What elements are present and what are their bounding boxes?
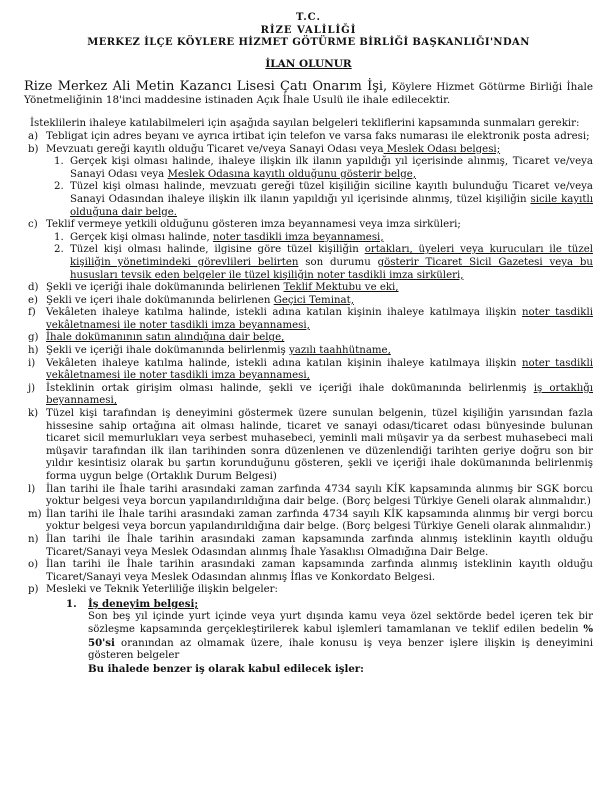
item-underlined: Meslek Odası belgesi; — [383, 143, 501, 155]
item-text: Şekli ve içeriği ihale dokümanında belirlenen — [46, 282, 284, 294]
item-text: İlan tarihi ile İhale tarihin arasındaki zaman kapsamında zarfında alınmış isteklinin kayıtlı olduğu Ticaret/Sanayi veya Meslek Odasından alınmış İhale Yasaklısı Olmadığına Dair Belge. — [46, 533, 593, 558]
list-item-j — [24, 383, 593, 408]
item-label: l) — [28, 483, 36, 495]
list-item-b-2 — [24, 181, 593, 219]
item-text: Vekâleten ihaleye katılma halinde, istekli adına katılan kişinin ihaleye katılmaya ilişkin — [46, 357, 522, 369]
section-heading: İş deneyim belgesi; — [88, 597, 199, 610]
list-item-h — [24, 345, 593, 358]
sub-underlined: ortakları, üyeleri veya kurucuları ile tüzel kişiliğin yönetimindeki görevlileri belirten — [70, 244, 593, 268]
header-union: MERKEZ İLÇE KÖYLERE HİZMET GÖTÜRME BİRLİĞİ BAŞKANLIĞI'NDAN — [87, 37, 530, 49]
lead-emphasis: Rize Merkez Ali Metin Kazancı Lisesi Çatı Onarım İşi, — [24, 79, 388, 95]
item-label: m) — [28, 508, 42, 520]
item-label: g) — [28, 332, 39, 344]
list-item-f — [24, 307, 593, 332]
item-text: Teklif vermeye yetkili olduğunu gösteren imza beyannamesi veya imza sirküleri; — [46, 219, 461, 231]
item-label: i) — [28, 357, 36, 369]
item-text: İlan tarihi ile İhale tarihi arasındaki zaman zarfında 4734 sayılı KİK kapsamında alınmış bir SGK borcu yoktur belgesi veya borcun yapılandırıldığına dair belge. (Borç belgesi Türkiye Geneli olarak alınmalıdır.) — [46, 483, 593, 508]
item-label: a) — [28, 130, 39, 142]
item-underlined: noter tasdikli vekâletnamesi ile noter tasdikli imza beyannamesi, — [46, 307, 593, 331]
list-item-o — [24, 559, 593, 584]
item-text: Tebligat için adres beyanı ve ayrıca irtibat için telefon ve varsa faks numarası ile elektronik posta adresi; — [46, 130, 590, 142]
list-item-m — [24, 509, 593, 534]
list-item-c-2 — [24, 244, 593, 282]
item-underlined: Geçici Teminat, — [273, 294, 354, 306]
item-underlined: yazılı taahhütname, — [289, 345, 391, 357]
section-text-2: oranından az olmamak üzere, ihale konusu iş veya benzer işlere ilişkin iş deneyimini gösteren belgeler — [88, 637, 593, 662]
section-body — [24, 611, 593, 663]
header-tc: T.C. — [296, 12, 321, 23]
item-label: c) — [28, 219, 38, 231]
sub-label: 1. — [54, 156, 64, 168]
item-underlined: noter tasdikli vekâletnamesi ile noter tasdikli imza beyannamesi, — [46, 357, 593, 382]
item-label: h) — [28, 345, 39, 357]
list-item-a — [24, 131, 593, 144]
list-item-k — [24, 408, 593, 484]
item-text: Mesleki ve Teknik Yeterliliğe ilişkin belgeler: — [46, 584, 278, 596]
sub-text: Gerçek kişi olması halinde, — [70, 231, 213, 243]
item-underlined: Teklif Mektubu ve eki, — [283, 282, 399, 294]
sub-underlined: noter tasdikli imza beyannamesi, — [212, 231, 384, 243]
list-item-e — [24, 295, 593, 308]
sub-text: Tüzel kişi olması halinde, mevzuatı gereği tüzel kişiliğin siciline kayıtlı bulunduğu Ticaret ve/veya Sanayi Odasından ihaleye ilişkin ilk ilanın yapıldığı yıl içerisinde alınmış, tüzel kişiliğin — [70, 181, 593, 205]
list-item-l — [24, 484, 593, 509]
item-text: Mevzuatı gereği kayıtlı olduğu Ticaret ve/veya Sanayi Odası veya — [46, 143, 384, 155]
sub-underlined: Meslek Odasına kayıtlı olduğunu gösterir belge, — [167, 168, 417, 180]
item-text: İlan tarihi ile İhale tarihi arasındaki zaman zarfında 4734 sayılı KİK kapsamında alınmış bir vergi borcu yoktur belgesi veya borcun yapılandırıldığına dair belge. (Borç belgesi Türkiye Geneli olarak alınmalıdır.) — [46, 508, 593, 533]
header-governorship: RİZE VALİLİĞİ — [260, 24, 357, 36]
item-underlined: iş ortaklığı beyannamesi, — [46, 382, 594, 407]
item-text: Tüzel kişi tarafından iş deneyimini göstermek üzere sunulan belgenin, tüzel kişiliğin yarısından fazla hissesine sahip ortağına ait olması halinde, ticaret ve sanayi odası/ticaret odası bünyesinde bulunan ticaret sicil memurlukları veya serbest muhasebeci, yeminli mali müşavir ya da serbest muhasebeci mali müşavir tarafından ilk ilan tarihinden sonra düzenlenen ve düzenlendiği tarihten geriye doğru son bir yıldır kesintisiz olarak bu şartın korunduğunu gösteren, şekli ve içeriği ihale dokümanında belirlenmiş forma uygun belge (Ortaklık Durum Belgesi) — [46, 408, 593, 482]
section-text-1: Son beş yıl içinde yurt içinde veya yurt dışında kamu veya özel sektörde bedel içeren tek bir sözleşme kapsamında gerçekleştirilerek kabul işlemleri tamamlanan ve teklif edilen bedelin — [88, 610, 593, 636]
item-label: k) — [28, 408, 39, 420]
list-item-b — [24, 144, 593, 157]
similar-works-heading: Bu ihalede benzer iş olarak kabul edilecek işler: — [88, 662, 364, 675]
item-label: o) — [28, 559, 39, 571]
section-work-experience — [24, 598, 593, 611]
item-label: b) — [28, 143, 39, 155]
item-label: n) — [28, 533, 39, 545]
lead-paragraph — [24, 80, 593, 107]
sub-label: 1. — [54, 231, 64, 243]
sub-label: 2. — [54, 181, 64, 193]
sub-label: 2. — [54, 244, 64, 256]
list-item-p — [24, 584, 593, 597]
sub-text: Gerçek kişi olması halinde, ihaleye ilişkin ilk ilanın yapıldığı yıl içerisinde alınmış, Ticaret ve/veya Sanayi Odası veya — [70, 156, 593, 180]
list-item-b-1 — [24, 156, 593, 181]
item-label: d) — [28, 282, 39, 294]
item-text: İlan tarihi ile İhale tarihin arasındaki zaman kapsamında zarfında alınmış isteklinin kayıtlı olduğu Ticaret/Sanayi veya Meslek Odasından alınmış İflas ve Konkordato Belgesi. — [46, 559, 593, 583]
item-label: f) — [28, 307, 36, 319]
list-item-g — [24, 332, 593, 345]
sub-text-middle: son durumu — [298, 256, 378, 268]
list-item-i — [24, 358, 593, 383]
item-label: p) — [28, 584, 39, 596]
item-text: Şekli ve içeriği ihale dokümanında belirlenmiş — [46, 345, 290, 357]
sub-underlined-2: gösterir Ticaret Sicil Gazetesi veya bu hususları tevsik eden belgeler ile tüzel kişiliğin noter tasdikli imza sirküleri, — [70, 256, 593, 281]
lead-rest: Köylere Hizmet Götürme Birliği İhale Yönetmeliğinin 18'inci maddesine istinaden Açık İhale Usulü ile ihale edilecektir. — [24, 81, 593, 107]
list-item-n — [24, 534, 593, 559]
announcement-title: İLAN OLUNUR — [265, 57, 352, 70]
item-text: Vekâleten ihaleye katılma halinde, istekli adına katılan kişinin ihaleye katılmaya ilişkin — [46, 307, 522, 319]
list-item-d — [24, 282, 593, 295]
list-item-c — [24, 219, 593, 232]
item-label: j) — [28, 382, 36, 394]
sub-text: Tüzel kişi olması halinde, ilgisine göre tüzel kişiliğin — [70, 244, 365, 256]
item-label: e) — [28, 294, 39, 306]
sub-underlined: sicile kayıtlı olduğuna dair belge. — [70, 193, 593, 218]
section-label: 1. — [66, 597, 77, 610]
item-text: Şekli ve içeri ihale dokümanında belirlenen — [46, 294, 274, 306]
intro-paragraph: İsteklilerin ihaleye katılabilmeleri için aşağıda sayılan belgeleri tekliflerini kapsamında sunmaları gerekir: — [30, 118, 580, 130]
section-percentage: % 50'si — [88, 623, 593, 649]
item-text: İsteklinin ortak girişim olması halinde, şekli ve içeriği ihale dokümanında belirlenmiş — [46, 382, 534, 394]
item-underlined: İhale dokümanının satın alındığına dair belge, — [46, 332, 285, 344]
list-item-c-1 — [24, 232, 593, 245]
